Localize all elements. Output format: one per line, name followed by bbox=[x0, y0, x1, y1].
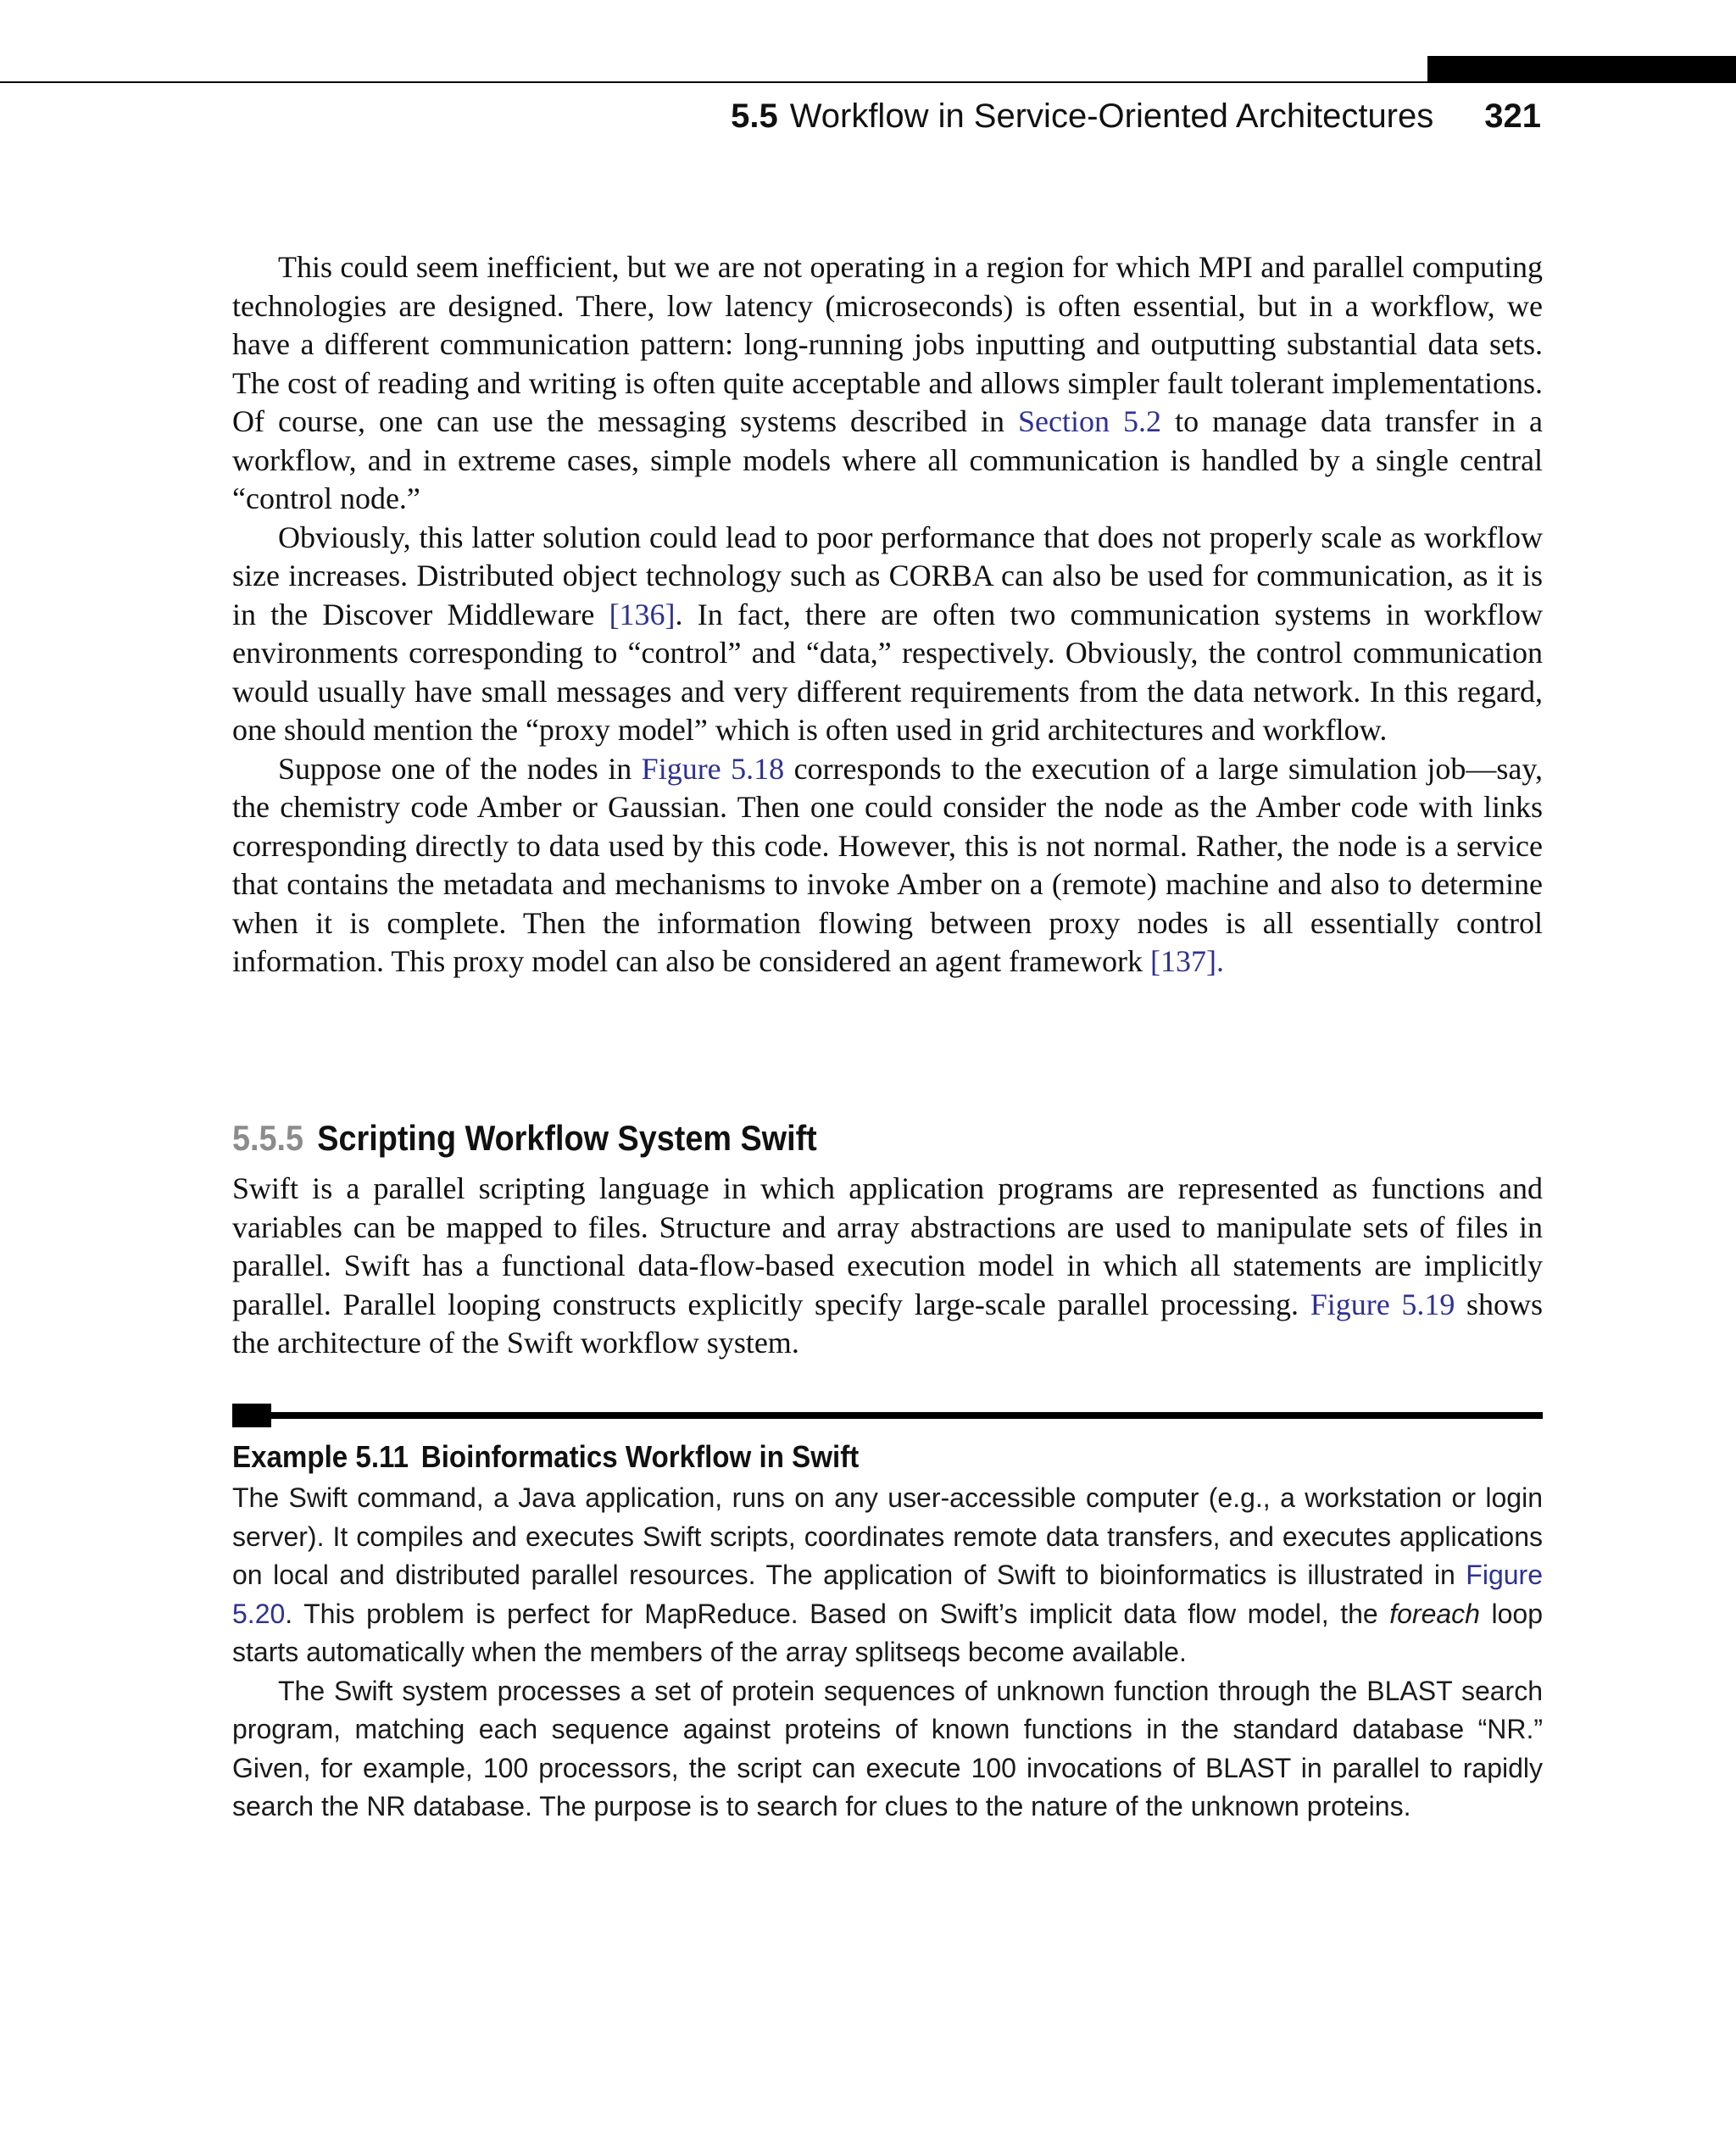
section-link[interactable]: Section 5.2 bbox=[1018, 404, 1162, 438]
header-section-number: 5.5 bbox=[731, 97, 778, 135]
example-paragraph-1: The Swift command, a Java application, runs on any user-accessible computer (e.g., a workstation or login server). It compiles and executes Swift scripts, coordinates remote data transfers, and executes applications on local and distributed parallel resources. The application of Swift to bioinformatics is illustrated in Figure 5.20. This problem is perfect for MapReduce. Based on Swift’s implicit data flow model, the foreach loop starts automatically when the members of the array splitseqs become available. bbox=[232, 1482, 1544, 1667]
section-heading bbox=[232, 1113, 817, 1164]
header-section-title: Workflow in Service-Oriented Architectures bbox=[789, 97, 1434, 135]
paragraph-1: This could seem inefficient, but we are not operating in a region for which MPI and parallel computing technologies are designed. There, low latency (microseconds) is often essential, but in a workflow, we have a different communication pattern: long-running jobs inputting and outputting substantial data sets. The cost of reading and writing is often quite acceptable and allows simpler fault tolerant implementations. Of course, one can use the messaging systems described in Section 5.2 to manage data transfer in a workflow, and in extreme cases, simple models where all communication is handled by a single central “control node.” bbox=[232, 250, 1544, 515]
section-paragraph-1: Swift is a parallel scripting language in which application programs are represented as functions and variables can be mapped to files. Structure and array abstractions are used to manipulate sets of files in parallel. Swift has a functional data-flow-based execution model in which all statements are implicitly parallel. Parallel looping constructs explicitly specify large-scale parallel processing. Figure 5.19 shows the architecture of the Swift workflow system. bbox=[232, 1171, 1543, 1360]
example-body bbox=[232, 1479, 1543, 1827]
paragraph-3: Suppose one of the nodes in Figure 5.18 corresponds to the execution of a large simulation job—say, the chemistry code Amber or Gaussian. Then one could consider the node as the Amber code with links corresponding directly to data used by this code. However, this is not normal. Rather, the node is a service that contains the metadata and mechanisms to invoke Amber on a (remote) machine and also to determine when it is complete. Then the information flowing between proxy nodes is all essentially control information. This proxy model can also be considered an agent framework [137]. bbox=[232, 751, 1543, 978]
example-title bbox=[232, 1436, 859, 1478]
citation-link-136[interactable]: [136] bbox=[609, 597, 676, 631]
page-number: 321 bbox=[1484, 97, 1541, 135]
figure-link-5-18[interactable]: Figure 5.18 bbox=[641, 751, 785, 786]
section-heading-title: Scripting Workflow System Swift bbox=[317, 1118, 817, 1158]
example-divider bbox=[232, 1412, 1543, 1419]
section-heading-number: 5.5.5 bbox=[232, 1118, 304, 1158]
main-body bbox=[232, 248, 1543, 982]
running-header bbox=[731, 93, 1541, 139]
header-tab-marker bbox=[1427, 56, 1736, 83]
example-heading: Bioinformatics Workflow in Swift bbox=[420, 1439, 860, 1474]
citation-link-137[interactable]: [137] bbox=[1150, 944, 1216, 978]
example-paragraph-2: The Swift system processes a set of protein sequences of unknown function through the BLAST search program, matching each sequence against proteins of known functions in the standard database “NR.” Given, for example, 100 processors, the script can execute 100 invocations of BLAST in parallel to rapidly search the NR database. The purpose is to search for clues to the nature of the unknown proteins. bbox=[232, 1675, 1543, 1821]
figure-link-5-20[interactable]: Figure 5.20 bbox=[232, 1560, 1543, 1629]
section-body bbox=[232, 1170, 1543, 1363]
figure-link-5-19[interactable]: Figure 5.19 bbox=[1310, 1287, 1455, 1321]
example-label: Example 5.11 bbox=[232, 1439, 409, 1474]
example-marker bbox=[232, 1404, 271, 1427]
foreach-keyword: foreach bbox=[1389, 1598, 1480, 1629]
paragraph-2: Obviously, this latter solution could lead to poor performance that does not properly scale as workflow size increases. Distributed object technology such as CORBA can also be used for communication, as it is in the Discover Middleware [136]. In fact, there are often two communication systems in workflow environments corresponding to “control” and “data,” respectively. Obviously, the control communication would usually have small messages and very different requirements from the data network. In this regard, one should mention the “proxy model” which is often used in grid architectures and workflow. bbox=[232, 520, 1543, 747]
